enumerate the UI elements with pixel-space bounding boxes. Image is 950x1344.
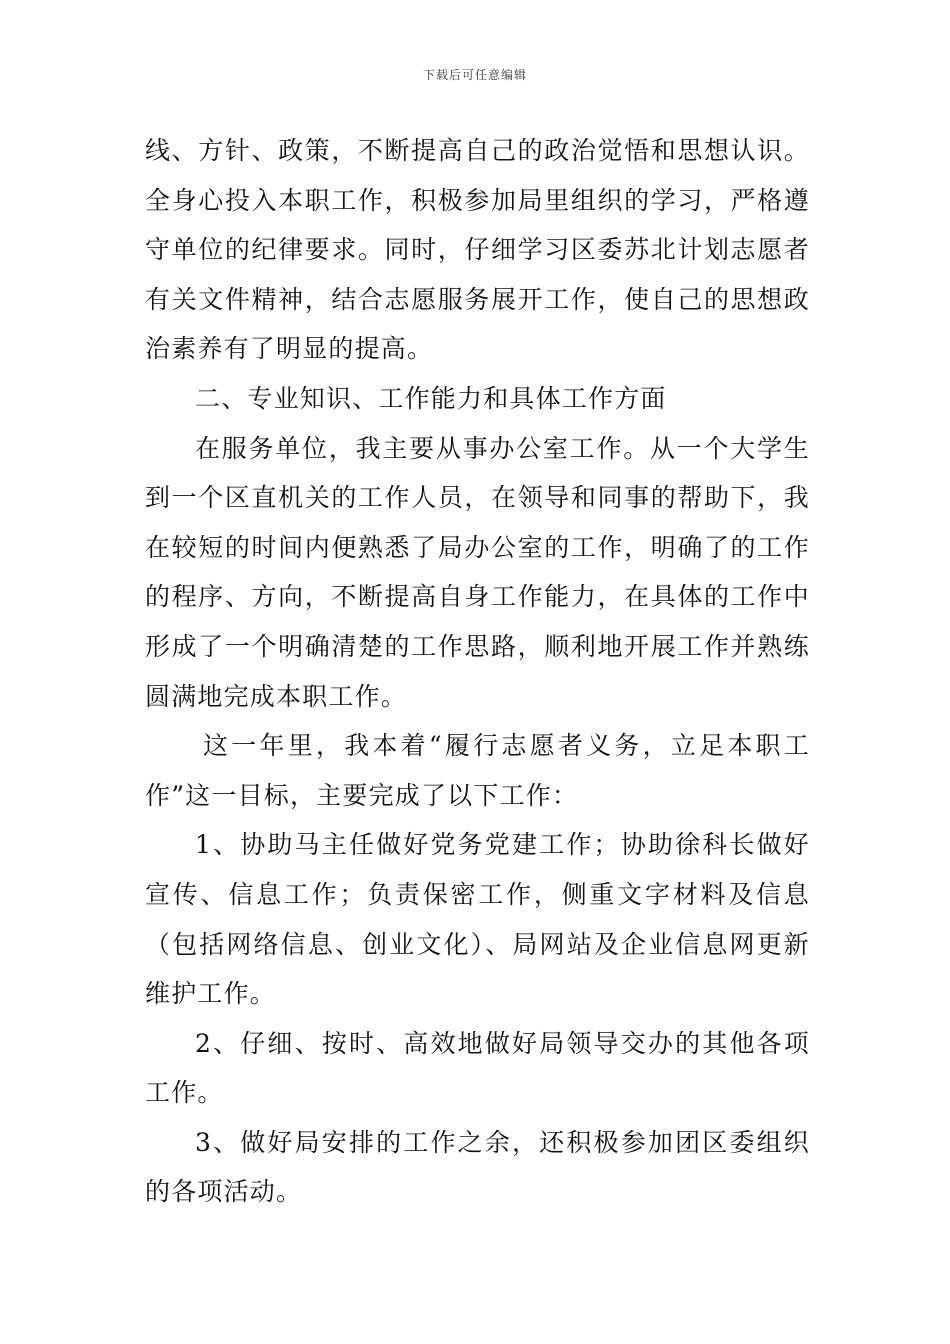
list-item-party-work: 1、协助马主任做好党务党建工作；协助徐科长做好宣传、信息工作；负责保密工作，侧重文字材料及信息（包括网络信息、创业文化）、局网站及企业信息网更新维护工作。 <box>145 830 810 1009</box>
paragraph-year-goal: 这一年里，我本着“履行志愿者义务，立足本职工作”这一目标，主要完成了以下工作： <box>145 731 810 810</box>
list-item-leader-tasks: 2、仔细、按时、高效地做好局领导交办的其他各项工作。 <box>145 1028 810 1108</box>
paragraph-office-work: 在服务单位，我主要从事办公室工作。从一个大学生到一个区直机关的工作人员，在领导和同事的帮助下，我在较短的时间内便熟悉了局办公室的工作，明确了的工作的程序、方向，不断提高自身工作能力，在具体的工作中形成了一个明确清楚的工作思路，顺利地开展工作并熟练圆满地完成本职工作。 <box>145 433 810 711</box>
page-header-note: 下载后可任意编辑 <box>422 68 527 82</box>
list-item-activities: 3、做好局安排的工作之余，还积极参加团区委组织的各项活动。 <box>145 1127 810 1207</box>
paragraph-political-study: 线、方针、政策，不断提高自己的政治觉悟和思想认识。全身心投入本职工作，积极参加局里组织的学习，严格遵守单位的纪律要求。同时，仔细学习区委苏北计划志愿者有关文件精神，结合志愿服务展开工作，使自己的思想政治素养有了明显的提高。 <box>145 136 810 364</box>
document-body <box>145 126 810 1217</box>
section-heading-professional-skills: 二、专业知识、工作能力和具体工作方面 <box>195 383 667 413</box>
